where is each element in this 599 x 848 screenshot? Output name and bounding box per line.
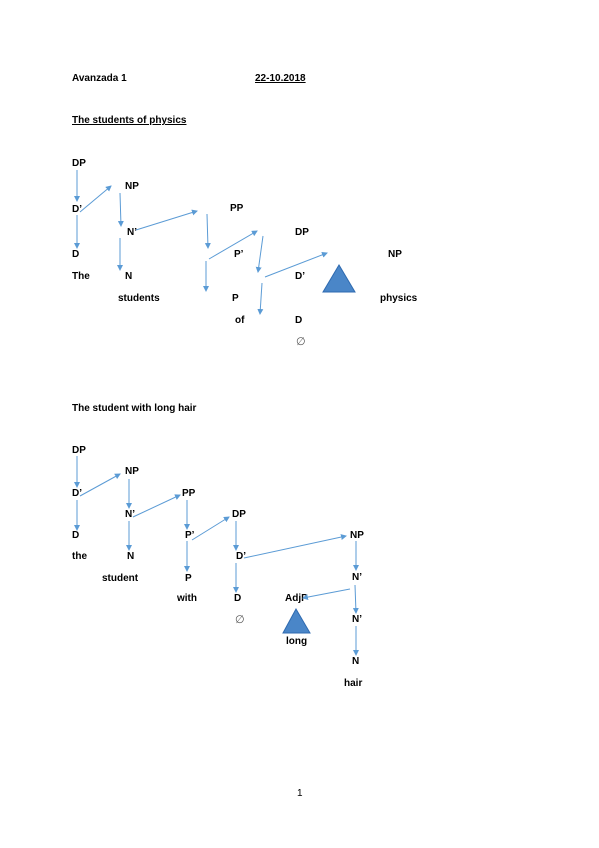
tree1-edge <box>120 193 121 226</box>
tree2-adjp-triangle <box>283 609 310 633</box>
tree1-node-dbar: D’ <box>72 204 82 215</box>
tree1-node-d2: D <box>295 315 303 326</box>
tree1-np-triangle <box>323 265 355 292</box>
tree1-node-p: P <box>232 293 239 304</box>
tree2-node-nbar2: N’ <box>352 572 362 583</box>
tree1-node-np2: NP <box>388 249 402 260</box>
tree2-node-np: NP <box>125 466 139 477</box>
page-number: 1 <box>297 788 303 799</box>
tree2-node-dp2: DP <box>232 509 246 520</box>
tree1-edge <box>80 186 111 212</box>
tree2-node-dp: DP <box>72 445 86 456</box>
tree2-edge <box>303 589 350 598</box>
tree1-edge <box>207 214 208 248</box>
tree2-edge <box>244 536 346 558</box>
tree1-node-pp: PP <box>230 203 244 214</box>
tree1-edge <box>260 283 262 314</box>
tree1-edge <box>265 253 327 277</box>
tree1-node-pbar: P’ <box>234 249 244 260</box>
course-title: Avanzada 1 <box>72 73 127 84</box>
tree1-edge <box>258 236 263 272</box>
tree1-node-dp: DP <box>72 158 86 169</box>
tree2-edge <box>192 517 229 540</box>
tree1-null-symbol: ∅ <box>296 336 306 348</box>
tree1-word-the: The <box>72 271 90 282</box>
tree2-word-the: the <box>72 551 87 562</box>
tree2-node-p: P <box>185 573 192 584</box>
tree2-word-long: long <box>286 636 308 647</box>
tree1-node-d: D <box>72 249 80 260</box>
tree2-edge <box>355 585 356 613</box>
tree2-node-dbar: D’ <box>72 488 82 499</box>
tree1-edges <box>77 170 327 314</box>
tree2-node-np2: NP <box>350 530 364 541</box>
tree1-node-dp2: DP <box>295 227 309 238</box>
tree2-node-adjp: AdjP <box>285 593 308 604</box>
tree1-word-of: of <box>235 315 245 326</box>
tree2-title: The student with long hair <box>72 403 197 414</box>
tree2-node-d: D <box>72 530 80 541</box>
tree2-edge <box>80 474 120 496</box>
tree2-edge <box>133 495 180 517</box>
tree1-edge <box>209 231 257 259</box>
tree2-node-n: N <box>127 551 135 562</box>
tree2-node-n2: N <box>352 656 360 667</box>
tree2-node-nbar: N’ <box>125 509 135 520</box>
tree2-node-pp: PP <box>182 488 196 499</box>
tree2-word-hair: hair <box>344 678 363 689</box>
tree1-word-physics: physics <box>380 293 418 304</box>
tree1-node-np: NP <box>125 181 139 192</box>
tree2-node-d2: D <box>234 593 242 604</box>
tree2-null-symbol: ∅ <box>235 614 245 626</box>
tree1-title: The students of physics <box>72 115 187 126</box>
tree1-node-nbar: N’ <box>127 227 137 238</box>
tree2-node-pbar: P’ <box>185 530 195 541</box>
tree2-word-with: with <box>177 593 197 604</box>
tree2-edges <box>77 456 356 655</box>
tree1-node-n: N <box>125 271 133 282</box>
tree2-node-dbar2: D’ <box>236 551 246 562</box>
tree1-edge <box>136 211 197 230</box>
date: 22-10.2018 <box>255 73 306 84</box>
tree2-node-nbar3: N’ <box>352 614 362 625</box>
tree1-node-dbar2: D’ <box>295 271 305 282</box>
tree2-word-student: student <box>102 573 139 584</box>
tree1-word-students: students <box>118 293 160 304</box>
